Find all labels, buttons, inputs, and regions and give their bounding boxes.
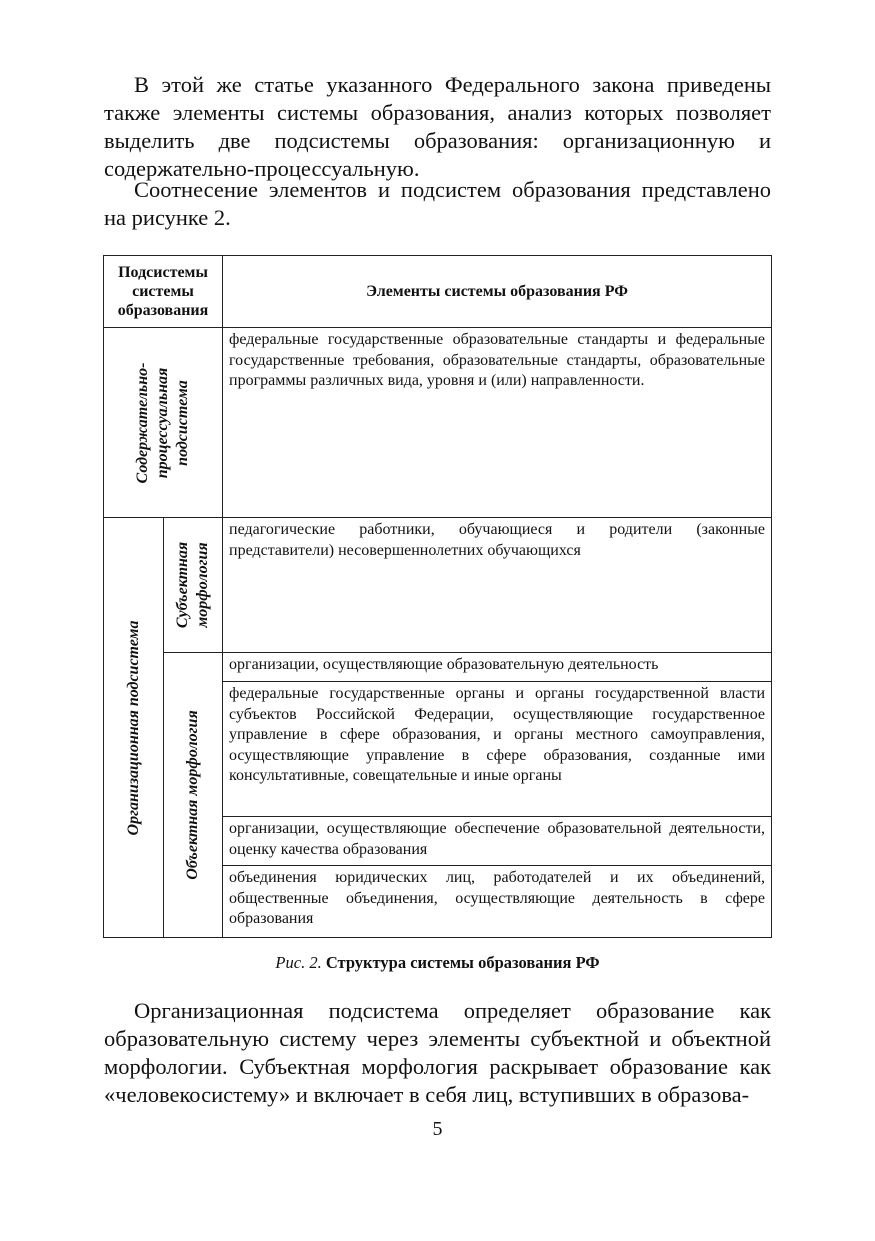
- content-subsystem-label-cell: [104, 328, 223, 518]
- object-morphology-label: Объектная морфология: [184, 710, 201, 880]
- subject-morphology-elements: педагогические работники, обучающиеся и родители (законные представители) несовершеннолетних обучающихся: [223, 518, 772, 653]
- header-subsystems: Подсистемы системы образования: [104, 256, 223, 328]
- object-morphology-item: организации, осуществляющие обеспечение образовательной деятельности, оценку качества образования: [223, 817, 772, 866]
- object-morphology-item: организации, осуществляющие образовательную деятельность: [223, 653, 772, 682]
- figure-label: Рис. 2.: [275, 953, 322, 972]
- education-structure-table: [103, 255, 772, 938]
- page-number: 5: [432, 1118, 443, 1140]
- header-elements: Элементы системы образования РФ: [223, 256, 772, 328]
- paragraph-intro: В этой же статье указанного Федерального закона приведены также элементы системы образования, анализ которых позволяет выделить две подсистемы образования: организационную и содержательно-процессуальную.: [104, 72, 771, 181]
- org-subsystem-label-cell: [104, 518, 164, 938]
- subject-morphology-label: Субъектная морфология: [174, 541, 211, 629]
- subject-morphology-label-cell: [164, 518, 223, 653]
- figure-caption: [104, 953, 771, 973]
- content-subsystem-label: Содержательно- процессуальная подсистема: [134, 362, 191, 483]
- object-morphology-item: федеральные государственные органы и органы государственной власти субъектов Российской Федерации, осуществляющие государственное управление в сфере образования, и органы местного самоуправления, осуществляющие управление в сфере образования, созданные ими консультативные, совещательные и иные органы: [223, 682, 772, 817]
- org-subsystem-label: Организационная подсистема: [124, 620, 142, 835]
- figure-title: Структура системы образования РФ: [325, 953, 600, 972]
- paragraph-organizational-subsystem: Организационная подсистема определяет образование как образовательную систему через элементы субъектной и объектной морфологии. Субъектная морфология раскрывает образование как «человекосистему» и включает в себя лиц, вступивших в образова-: [104, 998, 771, 1107]
- content-subsystem-elements: федеральные государственные образовательные стандарты и федеральные государственные требования, образовательные стандарты, образовательные программы различных вида, уровня и (или) направленности.: [223, 328, 772, 518]
- object-morphology-label-cell: [164, 653, 223, 938]
- object-morphology-item: объединения юридических лиц, работодателей и их объединений, общественные объединения, осуществляющие деятельность в сфере образования: [223, 866, 772, 938]
- paragraph-figure-reference: Соотнесение элементов и подсистем образования представлено на рисунке 2.: [104, 177, 771, 230]
